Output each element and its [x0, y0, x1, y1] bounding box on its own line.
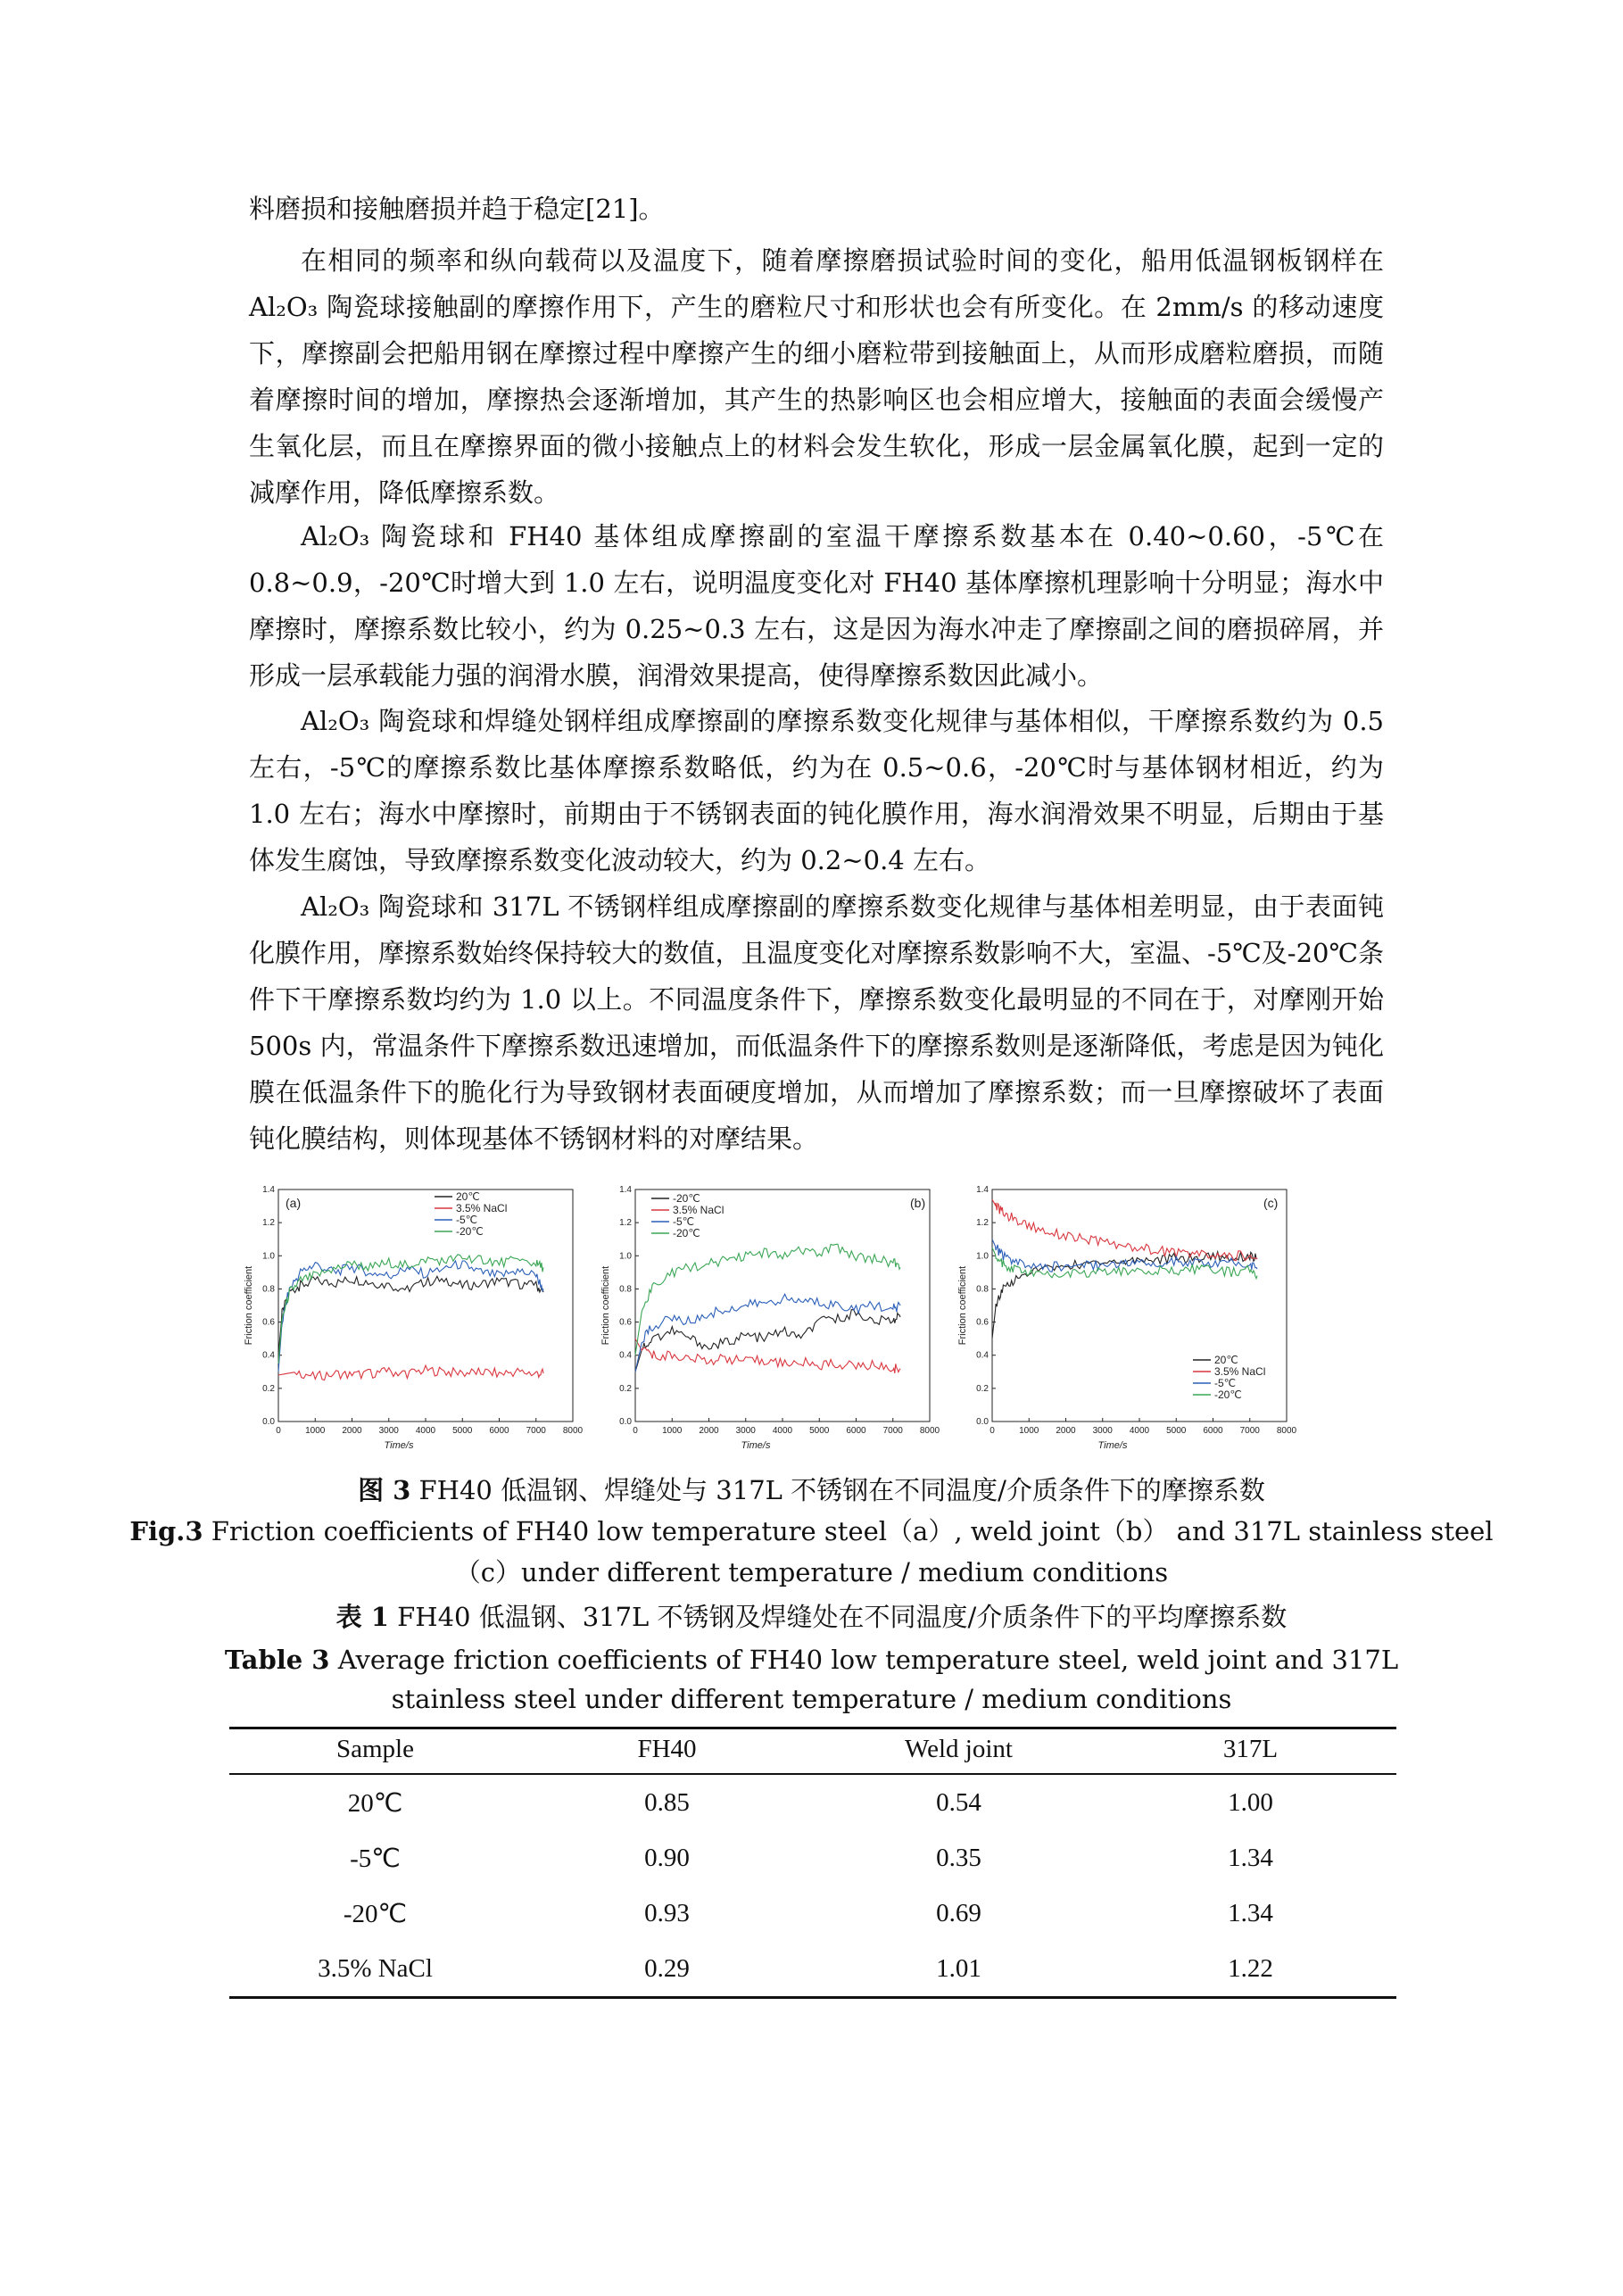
y-tick-label: 0.2	[262, 1383, 275, 1394]
x-tick-label: 4000	[415, 1426, 436, 1436]
x-tick-label: 0	[990, 1426, 995, 1436]
y-tick-label: 0.0	[619, 1417, 632, 1427]
plot-frame	[992, 1189, 1287, 1422]
series-line-1	[278, 1276, 543, 1355]
y-tick-label: 1.2	[262, 1218, 275, 1229]
table-caption-en-text-1: Average friction coefficients of FH40 low temperature steel, weld joint and 317L	[329, 1645, 1399, 1675]
figure-3	[241, 1182, 1312, 1472]
x-tick-label: 6000	[1203, 1426, 1223, 1436]
figure-caption-cn-text: FH40 低温钢、焊缝处与 317L 不锈钢在不同温度/介质条件下的摩擦系数	[410, 1475, 1265, 1505]
legend-label: -20℃	[673, 1227, 700, 1239]
y-tick-label: 0.6	[262, 1317, 275, 1328]
paragraph-0: 料磨损和接触磨损并趋于稳定[21]。	[249, 194, 665, 224]
x-tick-label: 8000	[562, 1426, 584, 1436]
x-tick-label: 3000	[735, 1426, 756, 1436]
legend-label: 20℃	[1214, 1354, 1238, 1366]
legend-label: -5℃	[673, 1215, 695, 1228]
table-caption-en-1	[0, 1640, 1623, 1679]
y-tick-label: 1.0	[619, 1251, 632, 1262]
x-tick-label: 2000	[699, 1426, 719, 1436]
series-line-1	[635, 1310, 900, 1372]
x-tick-label: 7000	[526, 1426, 546, 1436]
y-tick-label: 1.4	[619, 1185, 632, 1195]
x-tick-label: 3000	[378, 1426, 399, 1436]
y-tick-label: 0.0	[976, 1417, 989, 1427]
table-cell: 1.01	[813, 1941, 1105, 1998]
x-tick-label: 2000	[342, 1426, 362, 1436]
y-axis-label: Friction coefficient	[244, 1265, 254, 1346]
x-tick-label: 1000	[1019, 1426, 1039, 1436]
table-caption-cn	[0, 1597, 1623, 1637]
y-tick-label: 0.2	[976, 1383, 989, 1394]
table-cell: 1.00	[1228, 1787, 1273, 1817]
x-tick-label: 8000	[1276, 1426, 1297, 1436]
y-tick-label: 1.0	[262, 1251, 275, 1262]
table-header-row	[229, 1728, 1396, 1775]
series-line-4	[635, 1244, 900, 1355]
table-cell: 0.93	[644, 1898, 690, 1927]
table-cell: 0.90	[644, 1843, 690, 1872]
chart-a	[241, 1182, 589, 1472]
table-row	[229, 1774, 1396, 1830]
y-tick-label: 0.6	[976, 1317, 989, 1328]
table-header: FH40	[521, 1728, 813, 1775]
table-cell: 1.34	[1228, 1898, 1273, 1927]
panel-label: (c)	[1263, 1196, 1279, 1210]
y-tick-label: 1.0	[976, 1251, 989, 1262]
y-tick-label: 0.8	[262, 1284, 275, 1295]
x-tick-label: 0	[633, 1426, 638, 1436]
legend-label: -20℃	[673, 1192, 700, 1205]
figure-caption-en-text-1: Friction coefficients of FH40 low temperature steel（a）, weld joint（b） and 317L stainless steel	[203, 1516, 1494, 1546]
table-cell: 1.34	[1228, 1843, 1273, 1872]
chart-c	[955, 1182, 1303, 1472]
panel-label: (b)	[910, 1196, 926, 1210]
table-cell: 0.35	[936, 1843, 981, 1872]
panel-label: (a)	[286, 1196, 302, 1210]
x-tick-label: 8000	[919, 1426, 940, 1436]
y-tick-label: 0.4	[976, 1350, 989, 1361]
figure-caption-en-2: （c）under different temperature / medium conditions	[454, 1557, 1169, 1587]
table-cell: 3.5% NaCl	[229, 1941, 521, 1998]
figure-caption-en-1	[0, 1512, 1623, 1551]
x-tick-label: 4000	[772, 1426, 793, 1436]
y-tick-label: 0.4	[262, 1350, 275, 1361]
y-tick-label: 0.6	[619, 1317, 632, 1328]
table-header: Sample	[229, 1728, 521, 1775]
series-line-3	[992, 1239, 1257, 1272]
y-tick-label: 0.4	[619, 1350, 632, 1361]
table-caption-cn-label: 表 1	[335, 1602, 389, 1632]
x-tick-label: 6000	[489, 1426, 509, 1436]
y-axis-label: Friction coefficient	[600, 1265, 611, 1346]
table-row	[229, 1941, 1396, 1998]
x-tick-label: 1000	[305, 1426, 326, 1436]
legend-label: 3.5% NaCl	[456, 1202, 508, 1214]
x-tick-label: 5000	[1166, 1426, 1187, 1436]
table-row	[229, 1886, 1396, 1941]
table-cell: 1.22	[1105, 1941, 1396, 1998]
table-cell: -20℃	[343, 1899, 408, 1928]
table-cell: 0.69	[936, 1898, 981, 1927]
chart-b	[598, 1182, 946, 1472]
series-line-2	[635, 1339, 900, 1373]
figure-caption-cn-label: 图 3	[358, 1475, 411, 1505]
paragraph-2: Al₂O₃ 陶瓷球和 FH40 基体组成摩擦副的室温干摩擦系数基本在 0.40~0.60，-5℃在 0.8~0.9，-20℃时增大到 1.0 左右，说明温度变化对 FH40 基体摩擦机理影响十分明显；海水中摩擦时，摩擦系数比较小，约为 0.25~0.3 左右，这是因为海水冲走了摩擦副之间的磨损碎屑，并形成一层承载能力强的润滑水膜，润滑效果提高，使得摩擦系数因此减小。	[249, 521, 1384, 691]
legend-label: 3.5% NaCl	[673, 1204, 725, 1216]
table-cell: 0.85	[644, 1787, 690, 1817]
x-tick-label: 1000	[662, 1426, 683, 1436]
table-caption-cn-text: FH40 低温钢、317L 不锈钢及焊缝处在不同温度/介质条件下的平均摩擦系数	[388, 1602, 1288, 1632]
x-tick-label: 6000	[846, 1426, 866, 1436]
x-axis-label: Time/s	[741, 1440, 771, 1451]
legend-label: -5℃	[1214, 1377, 1237, 1389]
x-tick-label: 2000	[1056, 1426, 1076, 1436]
x-tick-label: 3000	[1092, 1426, 1113, 1436]
table-header: 317L	[1105, 1728, 1396, 1775]
table-caption-en-2: stainless steel under different temperature / medium conditions	[391, 1684, 1232, 1714]
figure-caption-en-label: Fig.3	[129, 1516, 203, 1546]
x-axis-label: Time/s	[1097, 1440, 1128, 1451]
y-tick-label: 1.2	[976, 1218, 989, 1229]
y-axis-label: Friction coefficient	[957, 1265, 968, 1346]
x-axis-label: Time/s	[384, 1440, 414, 1451]
table-header: Weld joint	[813, 1728, 1105, 1775]
legend-label: 20℃	[456, 1190, 480, 1203]
series-line-2	[278, 1365, 543, 1380]
x-tick-label: 4000	[1129, 1426, 1150, 1436]
table-row	[229, 1830, 1396, 1886]
x-tick-label: 5000	[452, 1426, 473, 1436]
x-tick-label: 7000	[1239, 1426, 1260, 1436]
legend-label: 3.5% NaCl	[1214, 1365, 1266, 1378]
table-caption-en-label: Table 3	[224, 1645, 330, 1675]
table-cell: 0.29	[521, 1941, 813, 1998]
legend-label: -20℃	[1214, 1388, 1242, 1401]
figure-caption-cn	[0, 1471, 1623, 1510]
y-tick-label: 1.4	[262, 1185, 275, 1195]
table-cell: 20℃	[347, 1788, 403, 1818]
x-tick-label: 0	[276, 1426, 281, 1436]
paragraph-1: 在相同的频率和纵向载荷以及温度下，随着摩擦磨损试验时间的变化，船用低温钢板钢样在 Al₂O₃ 陶瓷球接触副的摩擦作用下，产生的磨粒尺寸和形状也会有所变化。在 2mm/s 的移动速度下，摩擦副会把船用钢在摩擦过程中摩擦产生的细小磨粒带到接触面上，从而形成磨粒磨损，而随着摩擦时间的增加，摩擦热会逐渐增加，其产生的热影响区也会相应增大，接触面的表面会缓慢产生氧化层，而且在摩擦界面的微小接触点上的材料会发生软化，形成一层金属氧化膜，起到一定的减摩作用，降低摩擦系数。	[249, 245, 1384, 508]
x-tick-label: 7000	[882, 1426, 903, 1436]
y-tick-label: 0.8	[976, 1284, 989, 1295]
friction-table	[229, 1727, 1396, 1999]
paragraph-4: Al₂O₃ 陶瓷球和 317L 不锈钢样组成摩擦副的摩擦系数变化规律与基体相差明显，由于表面钝化膜作用，摩擦系数始终保持较大的数值，且温度变化对摩擦系数影响不大，室温、-5℃及-20℃条件下干摩擦系数均约为 1.0 以上。不同温度条件下，摩擦系数变化最明显的不同在于，对摩刚开始 500s 内，常温条件下摩擦系数迅速增加，而低温条件下的摩擦系数则是逐渐降低，考虑是因为钝化膜在低温条件下的脆化行为导致钢材表面硬度增加，从而增加了摩擦系数；而一旦摩擦破坏了表面钝化膜结构，则体现基体不锈钢材料的对摩结果。	[249, 891, 1384, 1154]
paragraph-3: Al₂O₃ 陶瓷球和焊缝处钢样组成摩擦副的摩擦系数变化规律与基体相似，干摩擦系数约为 0.5 左右，-5℃的摩擦系数比基体摩擦系数略低，约为在 0.5~0.6，-20℃时与基体钢材相近，约为 1.0 左右；海水中摩擦时，前期由于不锈钢表面的钝化膜作用，海水润滑效果不明显，后期由于基体发生腐蚀，导致摩擦系数变化波动较大，约为 0.2~0.4 左右。	[249, 706, 1384, 875]
y-tick-label: 0.2	[619, 1383, 632, 1394]
series-line-4	[278, 1255, 543, 1364]
legend-label: -20℃	[456, 1225, 484, 1238]
legend-label: -5℃	[456, 1214, 478, 1226]
x-tick-label: 5000	[809, 1426, 830, 1436]
y-tick-label: 0.8	[619, 1284, 632, 1295]
y-tick-label: 1.4	[976, 1185, 989, 1195]
y-tick-label: 0.0	[262, 1417, 275, 1427]
table-cell: 0.54	[936, 1787, 981, 1817]
y-tick-label: 1.2	[619, 1218, 632, 1229]
plot-frame	[278, 1189, 573, 1422]
table-cell: -5℃	[350, 1844, 401, 1873]
